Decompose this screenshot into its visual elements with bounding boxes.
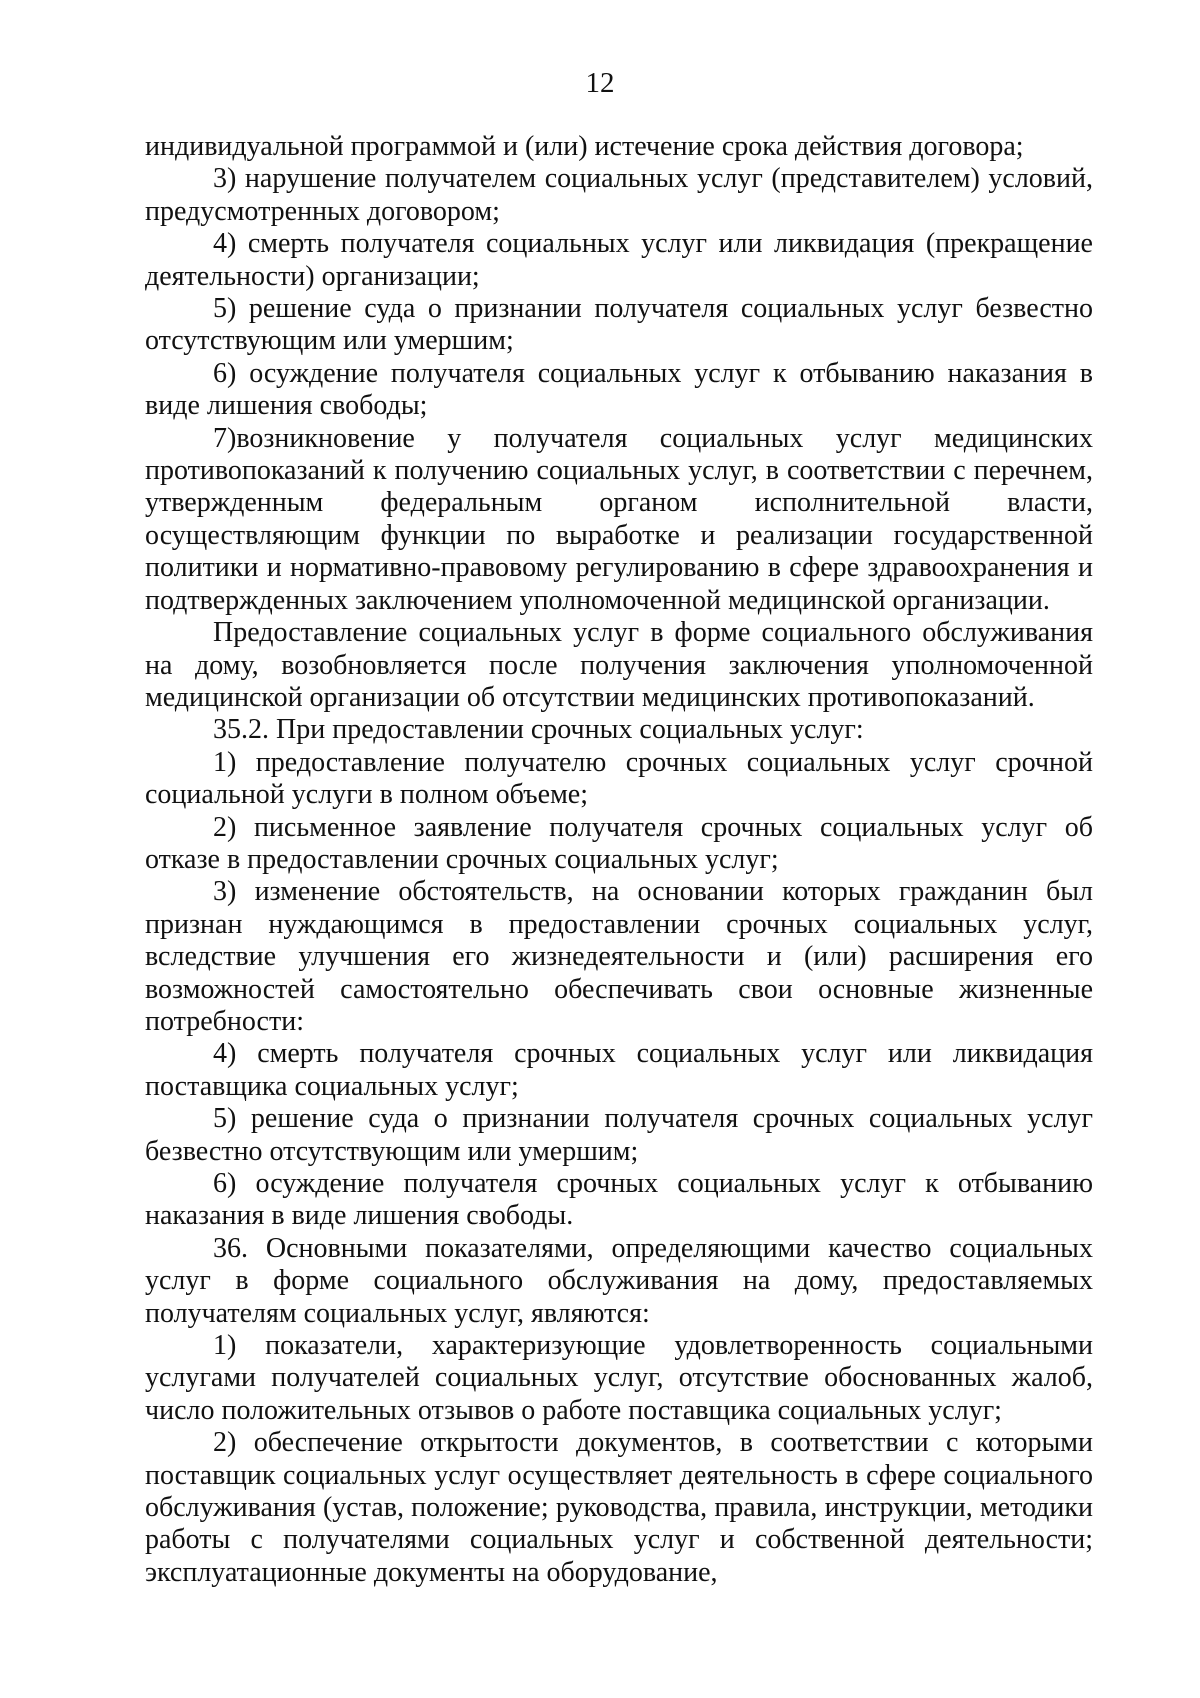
list-item-3-violation: 3) нарушение получателем социальных услуг (представителем) условий, предусмотренных договором;	[145, 163, 1093, 227]
quality-indicator-2: 2) обеспечение открытости документов, в соответствии с которыми поставщик социальных услуг осуществляет деятельность в сфере социального обслуживания (устав, положение; руководства, правила, инструкции, методики работы с получателями социальных услуг и собственной деятельности; эксплуатационные документы на оборудование,	[145, 1427, 1093, 1588]
list-item-7-medical-contraindications: 7)возникновение у получателя социальных услуг медицинских противопоказаний к получению социальных услуг, в соответствии с перечнем, утвержденным федеральным органом исполнительной власти, осуществляющим функции по выработке и реализации государственной политики и нормативно-правовому регулированию в сфере здравоохранения и подтвержденных заключением уполномоченной медицинской организации.	[145, 422, 1093, 616]
list-item-4-death-or-liquidation: 4) смерть получателя социальных услуг или ликвидация (прекращение деятельности) организации;	[145, 228, 1093, 292]
urgent-item-4: 4) смерть получателя срочных социальных услуг или ликвидация поставщика социальных услуг;	[145, 1038, 1093, 1102]
section-36-heading: 36. Основными показателями, определяющими качество социальных услуг в форме социального обслуживания на дому, предоставляемых получателям социальных услуг, являются:	[145, 1232, 1093, 1329]
paragraph-service-resumption: Предоставление социальных услуг в форме социального обслуживания на дому, возобновляется после получения заключения уполномоченной медицинской организации об отсутствии медицинских противопоказаний.	[145, 617, 1093, 713]
quality-indicator-1: 1) показатели, характеризующие удовлетворенность социальными услугами получателей социальных услуг, отсутствие обоснованных жалоб, число положительных отзывов о работе поставщика социальных услуг;	[145, 1330, 1093, 1426]
urgent-item-1: 1) предоставление получателю срочных социальных услуг срочной социальной услуги в полном объеме;	[145, 746, 1093, 811]
urgent-item-6: 6) осуждение получателя срочных социальных услуг к отбыванию наказания в виде лишения свободы.	[145, 1168, 1093, 1232]
urgent-item-5: 5) решение суда о признании получателя срочных социальных услуг безвестно отсутствующим или умершим;	[145, 1103, 1093, 1167]
paragraph-continuation: индивидуальной программой и (или) истечение срока действия договора;	[145, 131, 1024, 162]
list-item-6-conviction: 6) осуждение получателя социальных услуг к отбыванию наказания в виде лишения свободы;	[145, 357, 1093, 422]
urgent-item-3: 3) изменение обстоятельств, на основании которых гражданин был признан нуждающимся в предоставлении срочных социальных услуг, вследствие улучшения его жизнедеятельности и (или) расширения его возможностей самостоятельно обеспечивать свои основные жизненные потребности:	[145, 876, 1093, 1037]
section-35-2-heading: 35.2. При предоставлении срочных социальных услуг:	[213, 714, 864, 746]
page-number: 12	[585, 67, 615, 99]
document-body	[145, 131, 1093, 1589]
urgent-item-2: 2) письменное заявление получателя срочных социальных услуг об отказе в предоставлении срочных социальных услуг;	[145, 811, 1093, 875]
list-item-5-court-decision: 5) решение суда о признании получателя социальных услуг безвестно отсутствующим или умершим;	[145, 293, 1093, 357]
